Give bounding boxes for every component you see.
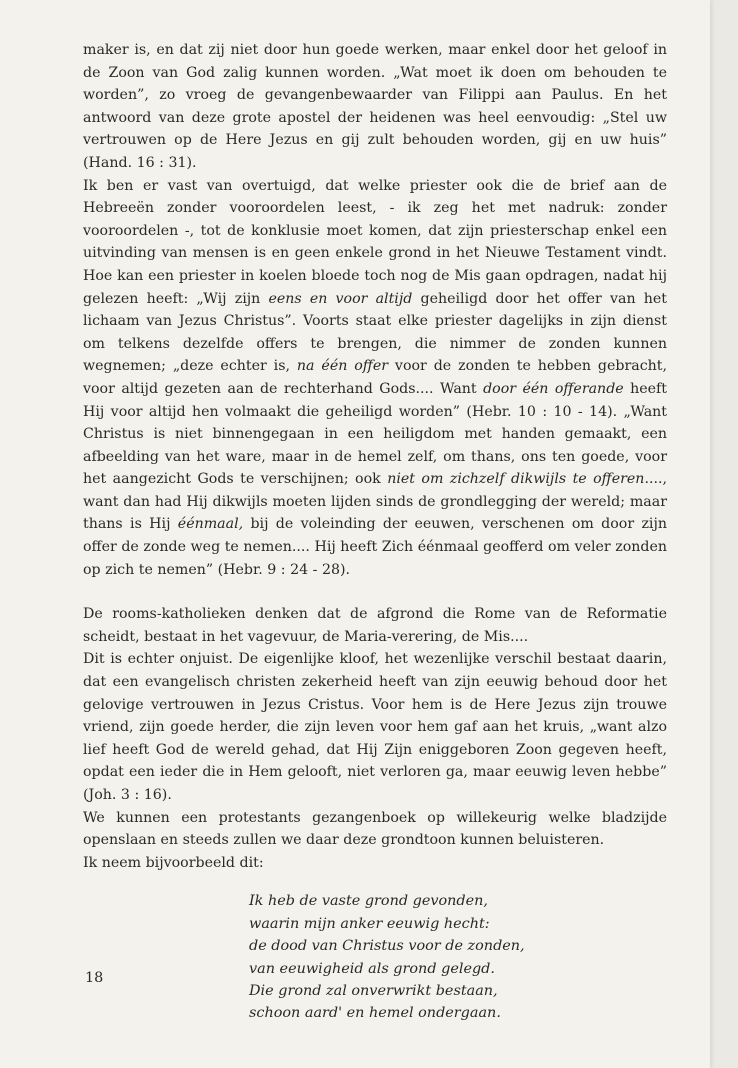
text-run: bij de voleinding der eeuwen, verschenen om door zijn offer de zonde weg te nemen.... Hij heeft Zich éénmaal geofferd om veler zonden op zich te nemen” (Hebr. 9 : 24 - 28). xyxy=(83,516,667,578)
text-run: We kunnen een protestants gezangenboek op willekeurig welke bladzijde openslaan en steeds zullen we daar deze grondtoon kunnen beluisteren. xyxy=(83,809,667,849)
text-run: Ik neem bijvoorbeeld dit: xyxy=(83,854,264,871)
text-run: ...., want dan had Hij dikwijls moeten lijden sinds de grondlegging der wereld; maar thans is Hij xyxy=(83,471,667,533)
page-number: 18 xyxy=(85,970,104,986)
paragraph xyxy=(83,175,667,582)
paragraph xyxy=(83,39,667,175)
paragraph xyxy=(83,807,667,852)
text-run: De rooms-katholieken denken dat de afgrond die Rome van de Reformatie scheidt, bestaat in het vagevuur, de Maria-verering, de Mis.... xyxy=(83,606,667,645)
paragraph xyxy=(83,603,667,648)
verse-line: van eeuwigheid als grond gelegd. xyxy=(249,960,495,977)
paragraphs xyxy=(83,39,667,874)
paragraph xyxy=(83,648,667,806)
text-run: geheiligd door het offer van het lichaam van Jezus Christus”. Voorts staat elke priester dagelijks in zijn dienst om telkens dezelfde offers te brengen, die nimmer de zonden kunnen wegnemen; „deze echter is, xyxy=(83,290,667,375)
italic-phrase: éénmaal, xyxy=(177,516,244,533)
verse-line: schoon aard' en hemel ondergaan. xyxy=(249,1005,501,1022)
text-run: maker is, en dat zij niet door hun goede werken, maar enkel door het geloof in de Zoon van God zalig kunnen worden. „Wat moet ik doen om behouden te worden”, zo vroeg de gevangenbewaarder van Filippi aan Paulus. En het antwoord van deze grote apostel der heidenen was heel eenvoudig: „Stel uw vertrouwen op de Here Jezus en gij zult behouden worden, gij en uw huis” (Hand. 16 : 31). xyxy=(83,42,667,171)
italic-phrase: eens en voor altijd xyxy=(268,290,413,307)
italic-phrase: niet om zichzelf dikwijls te offeren xyxy=(387,471,645,488)
italic-phrase: door één offerande xyxy=(483,380,624,397)
hymn-verse xyxy=(249,890,667,1024)
body-text xyxy=(83,39,667,1025)
text-run: Ik ben er vast van overtuigd, dat welke priester ook die de brief aan de Hebreeën zonder vooroordelen leest, - ik zeg het met nadruk: zonder vooroordelen -, tot de konklusie moet komen, dat zijn priesterschap enkel een uitvinding van mensen is en geen enkele grond in het Nieuwe Testament vindt. Hoe kan een priester in koelen bloede toch nog de Mis gaan opdragen, nadat hij gelezen heeft: „Wij zijn xyxy=(83,177,667,307)
verse-line: Die grond zal onverwrikt bestaan, xyxy=(249,983,498,999)
italic-phrase: na één offer xyxy=(296,358,389,375)
verse-line: de dood van Christus voor de zonden, xyxy=(249,938,525,955)
paragraph xyxy=(83,852,667,875)
verse-line: Ik heb de vaste grond gevonden, xyxy=(249,893,488,910)
verse-line: waarin mijn anker eeuwig hecht: xyxy=(249,915,490,932)
text-run: voor de zonden te hebben gebracht, voor altijd gezeten aan de rechterhand Gods.... Want xyxy=(83,358,667,397)
text-run: Dit is echter onjuist. De eigenlijke kloof, het wezenlijke verschil bestaat daarin, dat een evangelisch christen zekerheid heeft van zijn eeuwig behoud door het gelovige vertrouwen in Jezus Cristus. Voor hem is de Here Jezus zijn trouwe vriend, zijn goede herder, die zijn leven voor hem gaf aan het kruis, „want alzo lief heeft God de wereld gehad, dat Hij Zijn eniggeboren Zoon gegeven heeft, opdat een ieder die in Hem gelooft, niet verloren ga, maar eeuwig leven hebbe” (Joh. 3 : 16). xyxy=(83,651,667,803)
text-run: heeft Hij voor altijd hen volmaakt die geheiligd worden” (Hebr. 10 : 10 - 14). „Want Christus is niet binnengegaan in een heiligdom met handen gemaakt, een afbeelding van het ware, maar in de hemel zelf, om thans, ons ten goede, voor het aangezicht Gods te verschijnen; ook xyxy=(83,380,667,488)
